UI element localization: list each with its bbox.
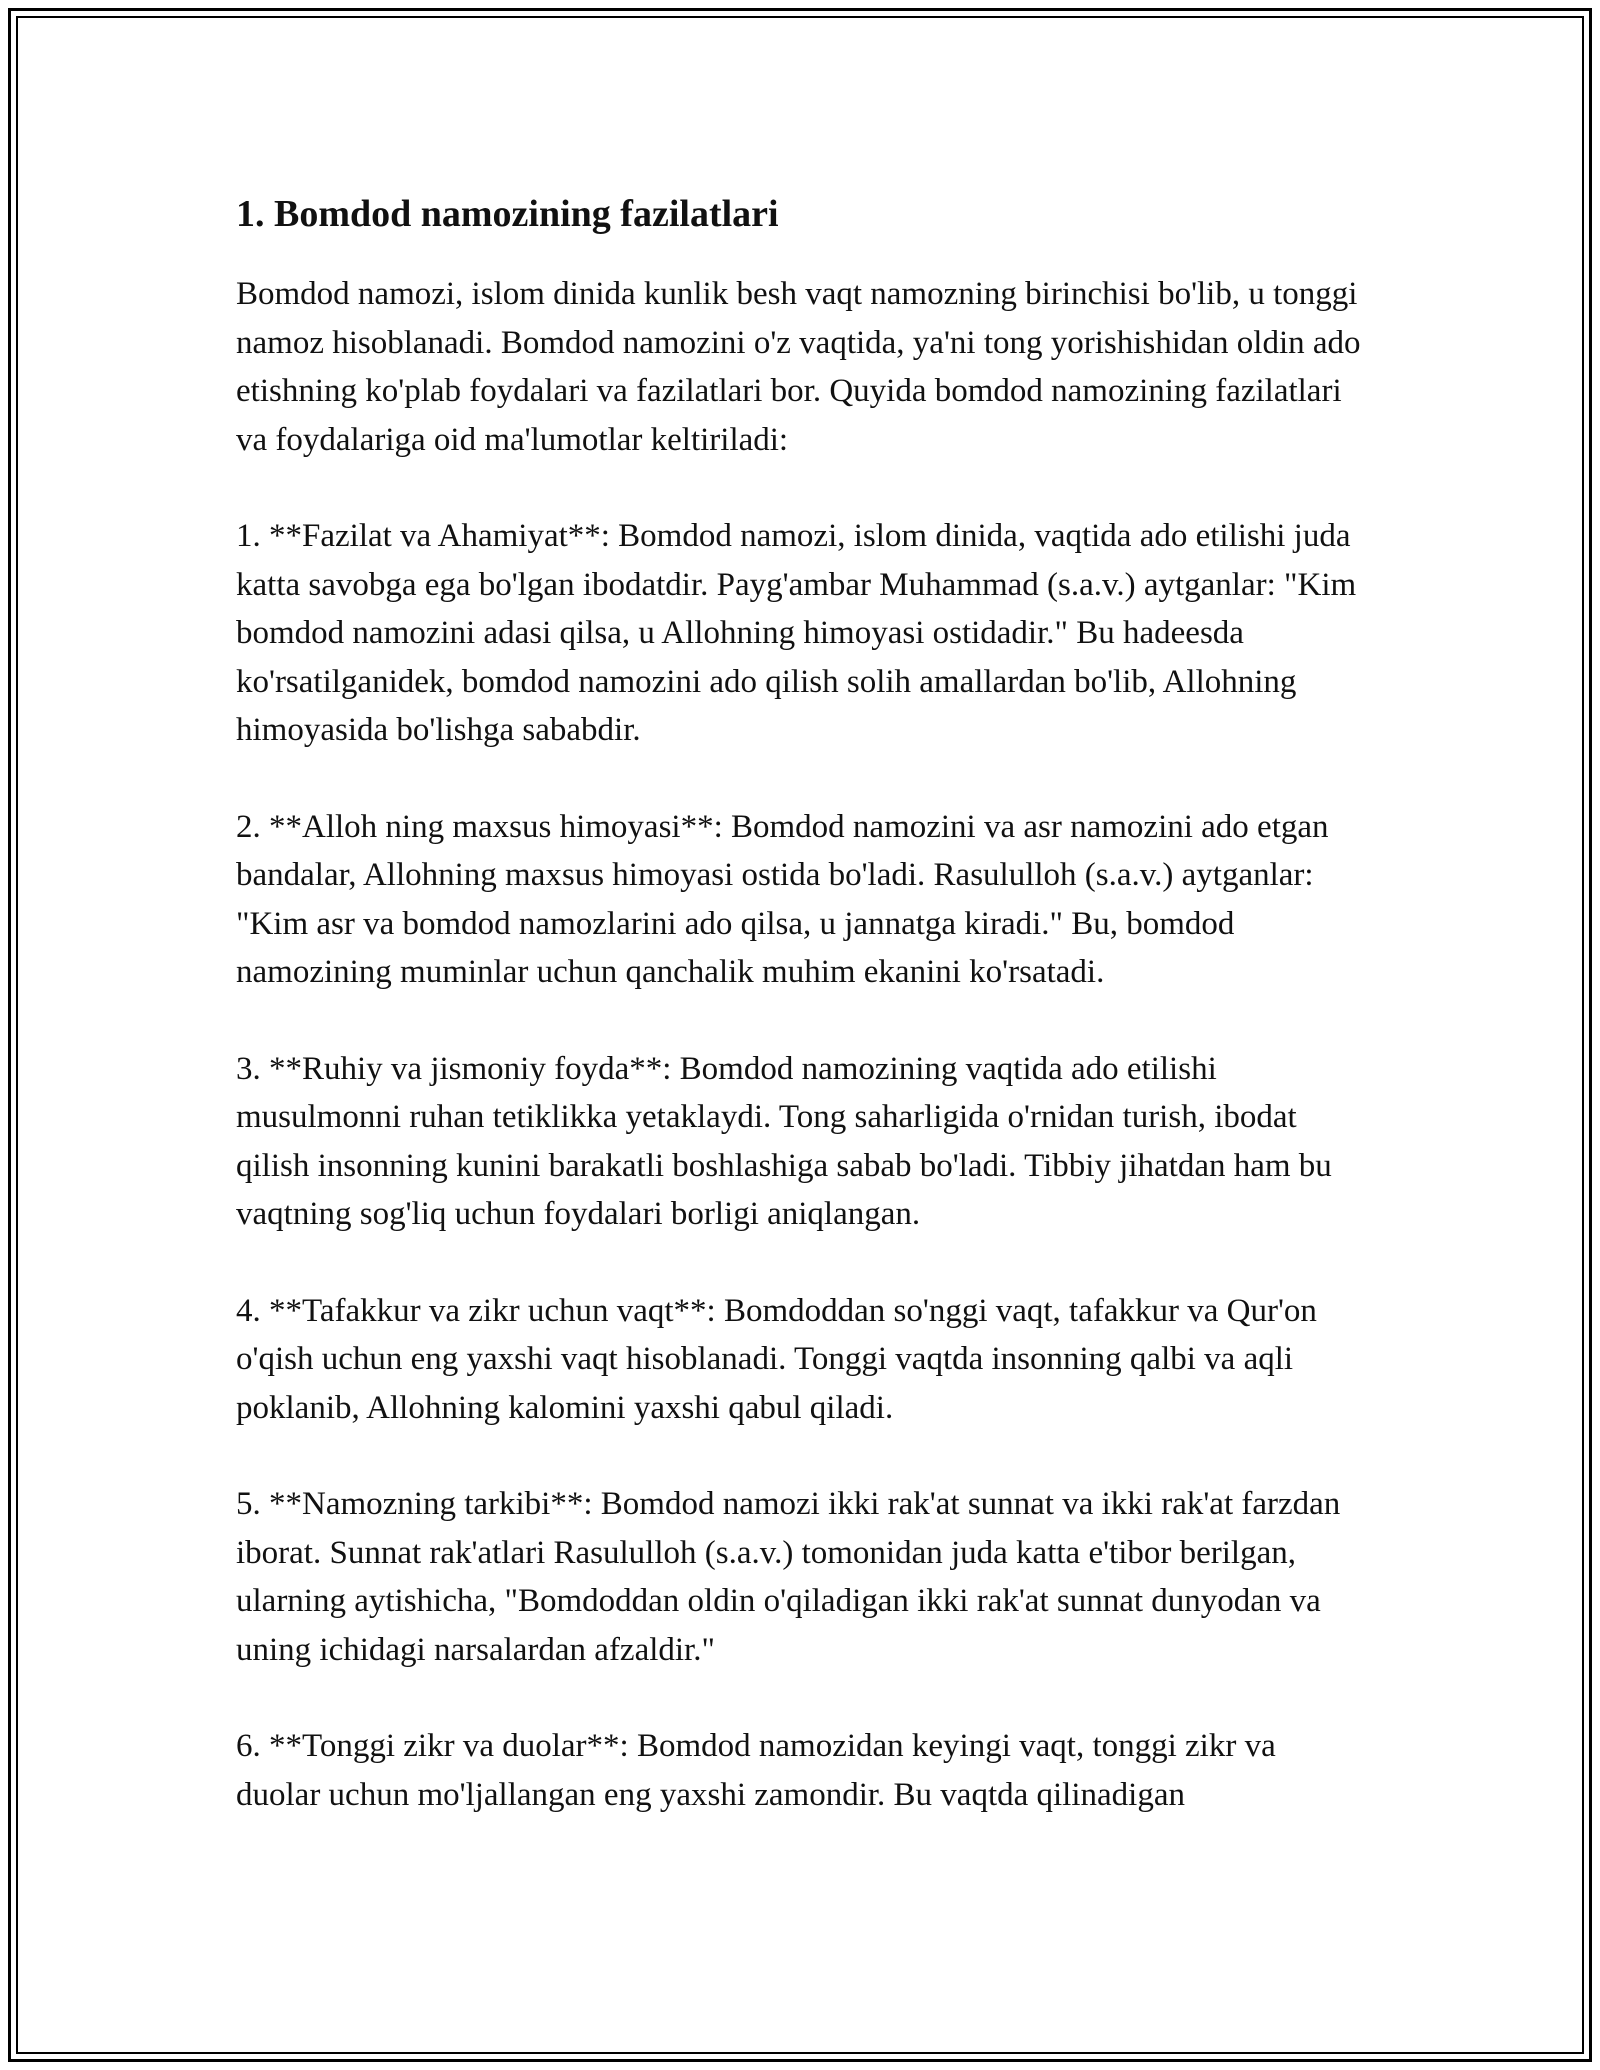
intro-paragraph: Bomdod namozi, islom dinida kunlik besh vaqt namozning birinchisi bo'lib, u tonggi namoz hisoblanadi. Bomdod namozini o'z vaqtida, ya'ni tong yorishishidan oldin ado etishning ko'plab foydalari va fazilatlari bor. Quyida bomdod namozining fazilatlari va foydalariga oid ma'lumotlar keltiriladi: [236,276,1361,458]
document-title: 1. Bomdod namozining fazilatlari [236,193,779,235]
list-item-4-tafakkur: 4. **Tafakkur va zikr uchun vaqt**: Bomdoddan so'nggi vaqt, tafakkur va Qur'on o'qish uchun eng yaxshi vaqt hisoblanadi. Tonggi vaqtda insonning qalbi va aqli poklanib, Allohning kalomini yaxshi qabul qiladi. [236,1292,1317,1426]
list-item-2-himoya: 2. **Alloh ning maxsus himoyasi**: Bomdod namozini va asr namozini ado etgan bandalar, Allohning maxsus himoyasi ostida bo'ladi. Rasululloh (s.a.v.) aytganlar: "Kim asr va bomdod namozlarini ado qilsa, u jannatga kiradi." Bu, bomdod namozining muminlar uchun qanchalik muhim ekanini ko'rsatadi. [236,808,1329,990]
list-item-6-zikr: 6. **Tonggi zikr va duolar**: Bomdod namozidan keyingi vaqt, tonggi zikr va duolar uchun mo'ljallangan eng yaxshi zamondir. Bu vaqtda qilinadigan [236,1728,1276,1813]
list-item-3-foyda: 3. **Ruhiy va jismoniy foyda**: Bomdod namozining vaqtida ado etilishi musulmonni ruhan tetiklikka yetaklaydi. Tong saharligida o'rnidan turish, ibodat qilish insonning kunini barakatli boshlashiga sabab bo'ladi. Tibbiy jihatdan ham bu vaqtning sog'liq uchun foydalari borligi aniqlangan. [236,1050,1332,1232]
list-item-1-fazilat: 1. **Fazilat va Ahamiyat**: Bomdod namozi, islom dinida, vaqtida ado etilishi juda katta savobga ega bo'lgan ibodatdir. Payg'ambar Muhammad (s.a.v.) aytganlar: "Kim bomdod namozini adasi qilsa, u Allohning himoyasi ostidadir." Bu hadeesda ko'rsatilganidek, bomdod namozini ado qilish solih amallardan bo'lib, Allohning himoyasida bo'lishga sababdir. [236,518,1357,748]
document-body [236,184,1366,1867]
list-item-5-tarkib: 5. **Namozning tarkibi**: Bomdod namozi ikki rak'at sunnat va ikki rak'at farzdan iborat. Sunnat rak'atlari Rasululloh (s.a.v.) tomonidan juda katta e'tibor berilgan, ularning aytishicha, "Bomdoddan oldin o'qiladigan ikki rak'at sunnat dunyodan va uning ichidagi narsalardan afzaldir." [236,1486,1341,1668]
